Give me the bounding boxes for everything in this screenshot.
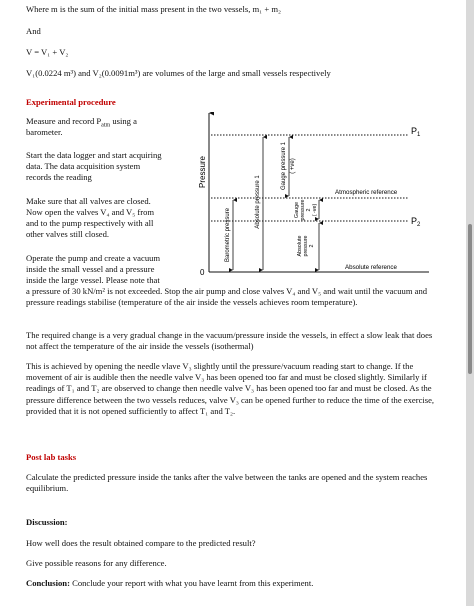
gauge-1-label: Gauge pressure 1 [281,141,287,191]
scrollbar-thumb[interactable] [468,224,472,374]
step1-line2: barometer. [26,127,63,137]
step4-line2: inside the small vessel and a pressure [26,264,155,274]
atmospheric-reference-label: Atmospheric reference [335,189,398,196]
step3-line4: other valves still closed. [26,229,110,239]
step3-line3: and to the pump respectively with all [26,218,154,228]
step4-line3: inside the large vessel. Please note that [26,275,160,285]
discussion-question-2: Give possible reasons for any difference. [26,558,167,568]
step3-line2: Now open the valves V₄ and V₅ from [26,207,155,217]
step3-line1: Make sure that all valves are closed. [26,196,151,206]
paragraph-gradual-change: The required change is a very gradual change in the vacuum/pressure inside the vessels, in effect a slow leak that does not affect the temperature of the air inside the vessels (isothermal) [26,330,433,352]
step2-line2: data. The data acquisition system [26,161,141,171]
step4-continued: a pressure of 30 kN/m² is not exceeded. Stop the air pump and close valves V₄ and V₅ and wait until the vacuum and pressure readings stabilise (temperature of the air inside the vessels achieves room temperature). [26,286,428,308]
paragraph-needle-valve: This is achieved by opening the needle vlave V₃ slightly until the pressure/vacuum reading start to change. If the movement of air is audible then the needle valve V₃ has been opened too far and must be closed slightly. Similarly if readings of T₁ and T₂ are observed to change then needle valve V₃ has been opened too far and must be closed. As the pressure difference between the two vessels reduces, valve V₃ can be opened further to reduce the time of the exercise, provided that it is not opened sufficiently to affect T₁ and T₂. [26,361,435,416]
origin-label: 0 [200,268,205,277]
intro-line: Where m is the sum of the initial mass present in the two vessels, m₁ + m₂ [26,4,282,14]
absolute-reference-label: Absolute reference [345,264,397,271]
absolute-2-label: Absolute [297,235,303,257]
step2-line3: records the reading [26,172,92,182]
volume-formula: V = V₁ + V₂ [26,47,69,57]
gauge-2-sign: ( -ve) [312,203,318,217]
gauge-2-label-2: pressure [300,199,306,221]
p2-label: $P_2$ [411,216,421,228]
p1-label: $P_1$ [411,126,421,138]
pressure-diagram [197,112,437,288]
absolute-2-label-2: pressure [303,235,309,257]
absolute-1-label: Absolute pressure 1 [255,175,261,229]
conclusion-line: Conclusion: Conclude your report with what you have learnt from this experiment. [26,578,314,588]
step1-line1: Measure and record $P_{atm}$ using a [26,116,137,129]
discussion-heading: Discussion: [26,517,68,527]
gauge-2-label-3: 2 [306,208,312,212]
barometric-label: Barometric pressure [225,207,231,263]
post-lab-heading: Post lab tasks [26,452,77,462]
y-axis-label: Pressure [198,155,207,189]
volumes-line: V₁(0.0224 m³) and V₂(0.0091m³) are volumes of the large and small vessels respectively [26,68,331,78]
step4-line1: Operate the pump and create a vacuum [26,253,161,263]
post-lab-text: Calculate the predicted pressure inside the tanks after the valve between the tanks are opened and the system reaches equilibrium. [26,472,428,494]
discussion-question-1: How well does the result obtained compare to the predicted result? [26,538,256,548]
intro-and: And [26,26,41,36]
step2-line1: Start the data logger and start acquiring [26,150,162,160]
absolute-2-label-3: 2 [309,244,315,248]
experimental-heading: Experimental procedure [26,97,116,107]
gauge-1-sign: ( +ve) [290,158,296,174]
gauge-2-label: Gauge [294,201,300,219]
